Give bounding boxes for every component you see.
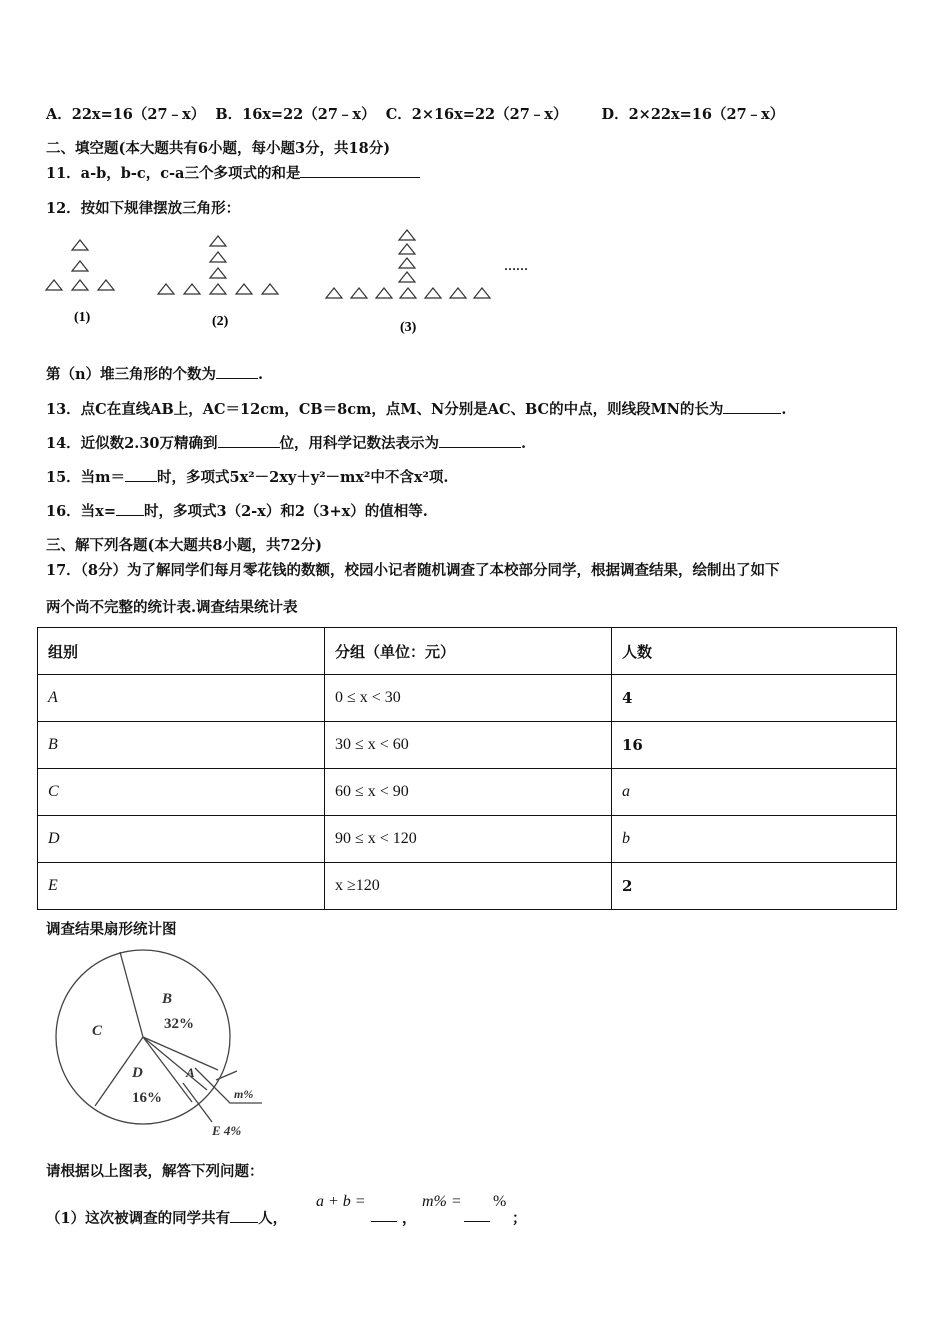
cell-count: b	[612, 816, 897, 863]
triangle-icon	[399, 244, 415, 254]
answer-blank	[230, 1210, 258, 1223]
leader-line-e	[183, 1083, 212, 1122]
cell-count: 4	[612, 675, 897, 722]
q12b-text: 第（n）堆三角形的个数为	[46, 366, 217, 383]
question-14: 14．近似数2.30万精确到 位，用科学记数法表示为 .	[46, 435, 527, 452]
slice-border	[143, 1037, 207, 1090]
answer-blank	[464, 1209, 490, 1222]
triangle-icon	[399, 258, 415, 268]
slice-border	[143, 1037, 218, 1070]
option-d: D．2×22x=16（27﹣x）	[601, 106, 785, 123]
cell-range: 90 ≤ x < 120	[325, 816, 612, 863]
table-row	[38, 769, 897, 816]
triangle-icon	[474, 288, 490, 298]
answer-blank	[116, 503, 144, 516]
label-d-pct: 16%	[132, 1090, 162, 1106]
cell-range: 60 ≤ x < 90	[325, 769, 612, 816]
q14b-text: 位，用科学记数法表示为	[279, 435, 439, 452]
question-16	[46, 500, 428, 521]
cell-range: 30 ≤ x < 60	[325, 722, 612, 769]
cell-range: 0 ≤ x < 30	[325, 675, 612, 722]
table-header-row	[38, 628, 897, 675]
triangle-icon	[72, 240, 88, 250]
question-13: 13．点C在直线AB上，AC＝12cm，CB＝8cm，点M、N分别是AC、BC的中点，则线段MN的长为 .	[46, 401, 787, 418]
triangle-icon	[210, 284, 226, 294]
q16a-text: 16．当x=	[46, 503, 116, 520]
cell-group: E	[38, 863, 325, 910]
triangle-icon	[351, 288, 367, 298]
q1b-text: 人，	[258, 1210, 288, 1227]
question-15	[46, 466, 448, 487]
pie-chart-title: 调查结果扇形统计图	[46, 921, 177, 938]
triangle-icon	[210, 268, 226, 278]
subquestion-1: （1）这次被调查的同学共有 人， a + b = ， m% = % ；	[46, 1193, 527, 1227]
question-12: 12．按如下规律摆放三角形：	[46, 200, 241, 217]
question-11	[46, 162, 420, 183]
triangle-pattern-figure	[44, 224, 552, 336]
percent-sign: %	[493, 1193, 507, 1210]
triangle-icon	[450, 288, 466, 298]
q16b-text: 时，多项式3（2-x）和2（3+x）的值相等.	[143, 503, 428, 520]
answer-blank	[439, 435, 521, 448]
q13-text: 13．点C在直线AB上，AC＝12cm，CB＝8cm，点M、N分别是AC、BC的中点，则线段MN的长为	[46, 401, 724, 418]
header-group: 组别	[38, 628, 325, 675]
label-a: A	[186, 1065, 195, 1080]
cell-group: D	[38, 816, 325, 863]
q10-options	[46, 103, 784, 124]
triangle-icon	[210, 252, 226, 262]
answer-blank	[125, 469, 157, 482]
figure-label-3: (3)	[400, 320, 417, 335]
triangle-icon	[72, 280, 88, 290]
option-c: C．2×16x=22（27﹣x）	[385, 106, 568, 123]
section-2-heading: 二、填空题(本大题共有6小题，每小题3分，共18分)	[46, 140, 391, 157]
figure-label-1: (1)	[74, 310, 91, 325]
header-count: 人数	[612, 628, 897, 675]
triangle-icon	[399, 272, 415, 282]
option-a: A．22x=16（27﹣x）	[46, 106, 206, 123]
cell-group: A	[38, 675, 325, 722]
survey-results-table	[37, 627, 897, 910]
triangle-icon	[210, 236, 226, 246]
q1a-text: （1）这次被调查的同学共有	[46, 1210, 231, 1227]
cell-range: x ≥120	[325, 863, 612, 910]
label-e: E 4%	[212, 1123, 242, 1138]
triangle-icon	[376, 288, 392, 298]
table-row	[38, 722, 897, 769]
leader-line	[216, 1071, 237, 1080]
label-m: m%	[234, 1087, 254, 1101]
label-c: C	[92, 1023, 103, 1039]
q15b-text: 时，多项式5x²－2xy＋y²－mx²中不含x²项.	[157, 469, 449, 486]
cell-count: 2	[612, 863, 897, 910]
triangle-icon	[46, 280, 62, 290]
cell-count: a	[612, 769, 897, 816]
label-b: B	[162, 991, 173, 1007]
table-row	[38, 863, 897, 910]
table-row	[38, 816, 897, 863]
a-plus-b-label: a + b =	[316, 1193, 366, 1210]
triangle-icon	[399, 230, 415, 240]
triangle-icon	[158, 284, 174, 294]
cell-group: B	[38, 722, 325, 769]
section-3-heading: 三、解下列各题(本大题共8小题，共72分)	[46, 537, 322, 554]
label-b-pct: 32%	[164, 1016, 194, 1032]
pie-chart	[40, 940, 300, 1140]
triangle-icon	[72, 261, 88, 271]
answer-blank	[218, 435, 280, 448]
label-d: D	[132, 1065, 143, 1081]
answer-blank	[300, 165, 420, 178]
q11-text: 11．a-b，b-c，c-a三个多项式的和是	[46, 165, 301, 182]
answer-blank	[371, 1209, 397, 1222]
triangle-icon	[98, 280, 114, 290]
q15a-text: 15．当m＝	[46, 469, 126, 486]
question-12-prompt: 第（n）堆三角形的个数为 .	[46, 366, 264, 383]
answer-blank	[216, 366, 258, 379]
questions-intro: 请根据以上图表，解答下列问题：	[46, 1163, 264, 1180]
triangle-icon	[184, 284, 200, 294]
table-row	[38, 675, 897, 722]
header-range: 分组（单位：元）	[325, 628, 612, 675]
m-percent-label: m% =	[422, 1193, 462, 1210]
cell-count: 16	[612, 722, 897, 769]
ellipsis: ……	[504, 259, 528, 273]
triangle-icon	[400, 288, 416, 298]
triangle-icon	[236, 284, 252, 294]
triangle-icon	[262, 284, 278, 294]
option-b: B．16x=22（27﹣x）	[215, 106, 376, 123]
cell-group: C	[38, 769, 325, 816]
q14a-text: 14．近似数2.30万精确到	[46, 435, 218, 452]
triangle-icon	[425, 288, 441, 298]
figure-label-2: (2)	[212, 314, 229, 329]
question-17-line2: 两个尚不完整的统计表.调查结果统计表	[46, 599, 298, 616]
triangle-icon	[326, 288, 342, 298]
slice-border	[120, 952, 143, 1037]
answer-blank	[723, 401, 781, 414]
question-17-line1: 17．（8分）为了解同学们每月零花钱的数额，校园小记者随机调查了本校部分同学，根据调查结果，绘制出了如下	[46, 562, 780, 579]
